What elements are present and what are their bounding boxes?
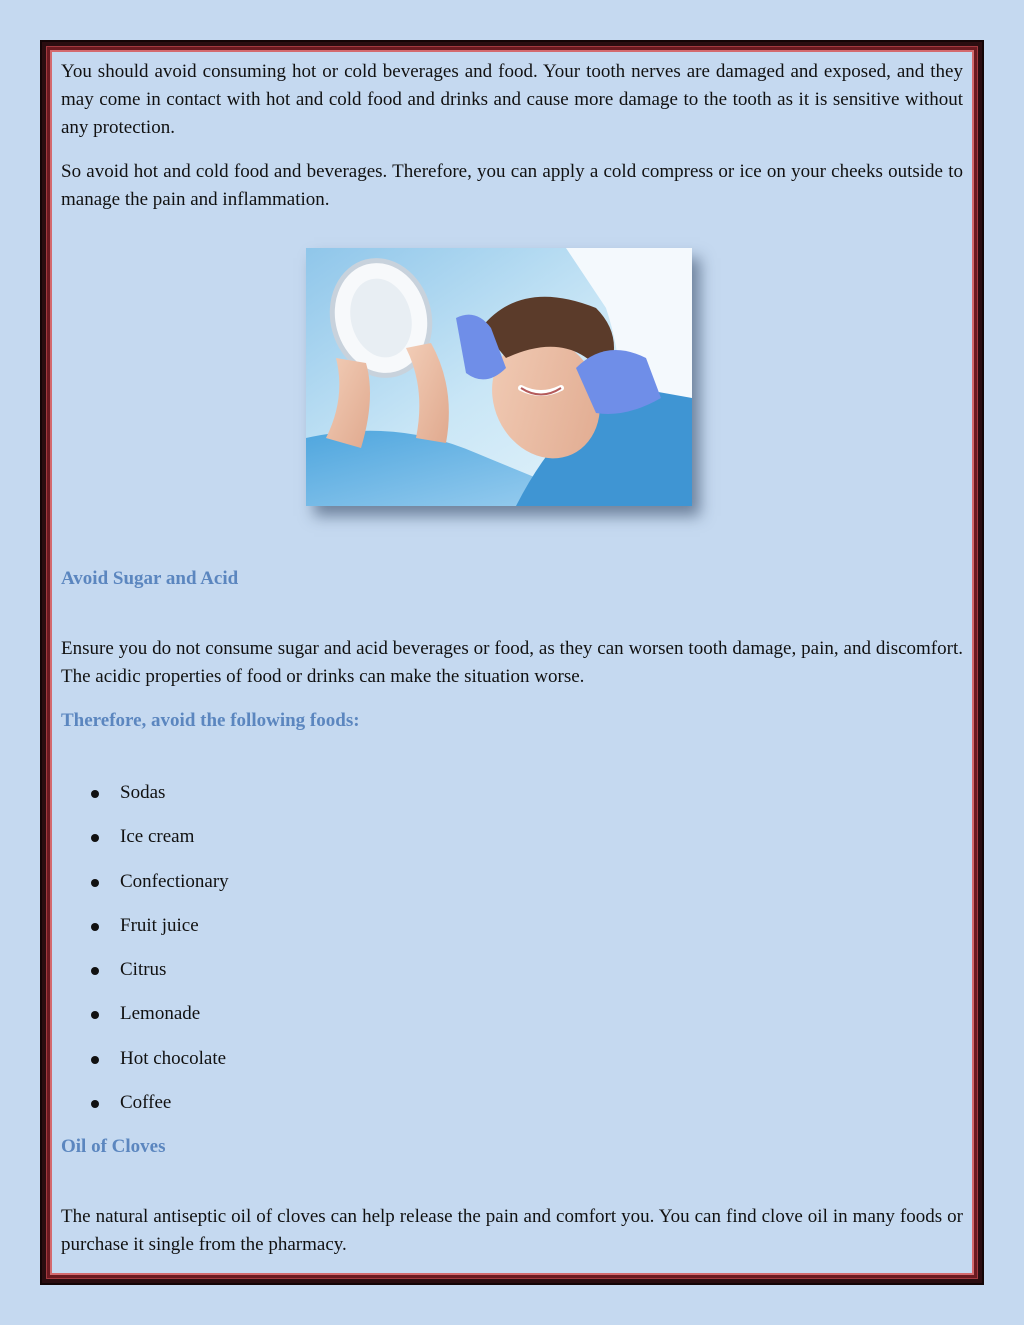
bullet-icon [91, 1056, 99, 1064]
list-item [61, 912, 963, 940]
bullet-icon [91, 923, 99, 931]
photo-illustration [306, 248, 692, 506]
bullet-icon [91, 790, 99, 798]
bullet-icon [91, 879, 99, 887]
bullet-icon [91, 834, 99, 842]
list-item-label: Sodas [120, 782, 166, 803]
foods-list-heading: Therefore, avoid the following foods: [61, 710, 360, 731]
list-item [61, 868, 963, 896]
bullet-icon [91, 1011, 99, 1019]
list-item [61, 1000, 963, 1028]
list-item-label: Fruit juice [120, 914, 199, 936]
dentist-patient-photo [306, 248, 692, 506]
list-item-label: Lemonade [120, 1003, 201, 1025]
list-item [61, 1089, 963, 1117]
list-item-label: Coffee [120, 1092, 172, 1114]
section-heading-cloves: Oil of Cloves [61, 1136, 166, 1158]
bullet-icon [91, 967, 99, 975]
foods-list [61, 779, 963, 1117]
cloves-paragraph: The natural antiseptic oil of cloves can help release the pain and comfort you. You can find clove oil in many foods or purchase it single from the pharmacy. [61, 1206, 963, 1256]
intro-paragraph-1: You should avoid consuming hot or cold beverages and food. Your tooth nerves are damaged and exposed, and they may come in contact with hot and cold food and drinks and cause more damage to the tooth as it is sensitive without any protection. [61, 61, 963, 138]
sugar-paragraph: Ensure you do not consume sugar and acid beverages or food, as they can worsen tooth damage, pain, and discomfort. The acidic properties of food or drinks can make the situation worse. [61, 638, 963, 687]
bullet-icon [91, 1100, 99, 1108]
list-item-label: Citrus [120, 959, 167, 981]
intro-paragraph-2: So avoid hot and cold food and beverages. Therefore, you can apply a cold compress or ice on your cheeks outside to manage the pain and inflammation. [61, 161, 963, 210]
list-item [61, 956, 963, 984]
section-heading-sugar: Avoid Sugar and Acid [61, 568, 239, 589]
list-item-label: Hot chocolate [120, 1047, 227, 1069]
list-item [61, 1045, 963, 1073]
list-item [61, 779, 963, 807]
list-item-label: Confectionary [120, 870, 229, 892]
document-content [61, 58, 963, 1259]
list-item-label: Ice cream [120, 826, 195, 848]
list-item [61, 823, 963, 851]
